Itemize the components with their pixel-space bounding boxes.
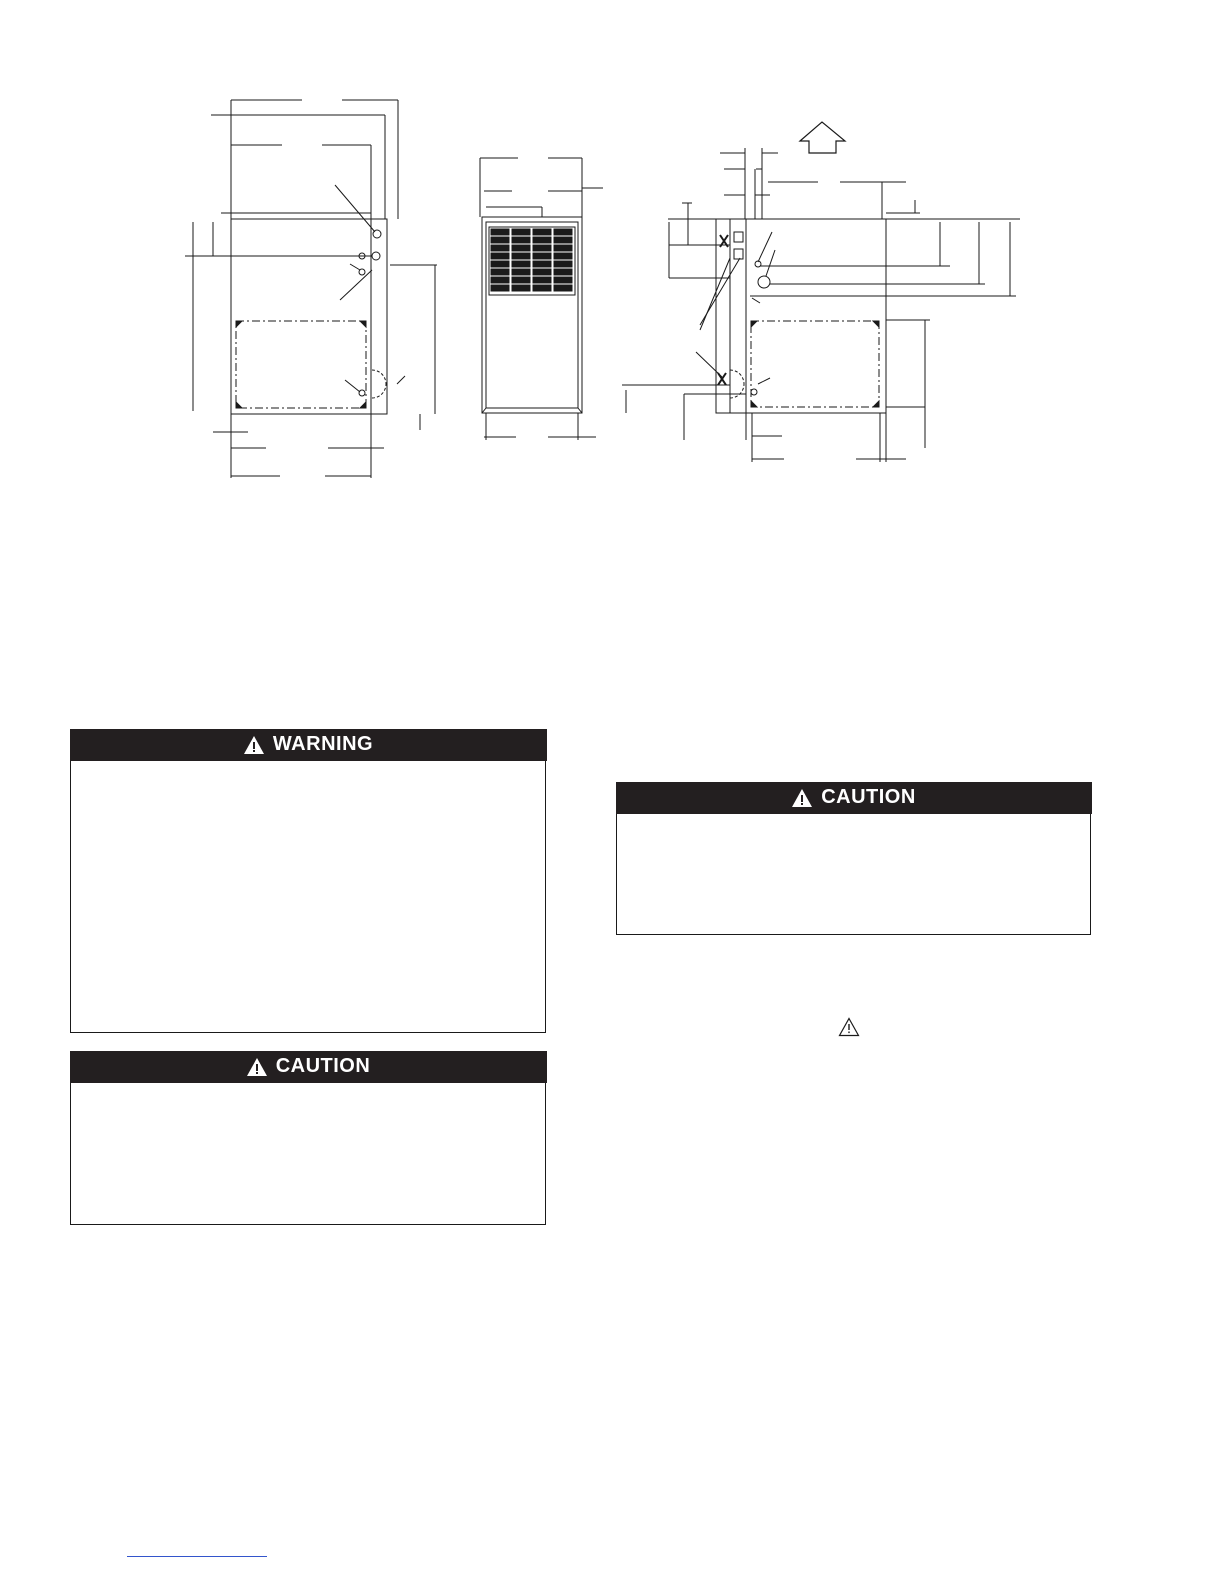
louver-slot <box>533 245 551 251</box>
louver-slot <box>512 261 530 267</box>
safety-alert-icon <box>838 1017 860 1037</box>
louver-slot <box>554 269 572 275</box>
warning-label: WARNING <box>272 733 374 755</box>
warning-triangle-icon <box>791 788 813 808</box>
louver-slot <box>491 245 509 251</box>
caution-label-left: CAUTION <box>275 1055 371 1077</box>
louver-slot <box>554 237 572 243</box>
louver-slot <box>533 229 551 235</box>
louver-slot <box>533 285 551 291</box>
right-side-view <box>622 122 1020 462</box>
louver-slot <box>491 237 509 243</box>
louver-slot <box>533 277 551 283</box>
louver-slot <box>512 229 530 235</box>
louver-slot <box>554 229 572 235</box>
louver-slot <box>491 253 509 259</box>
louver-slot <box>491 269 509 275</box>
caution-header-left <box>70 1051 547 1083</box>
louver-slot <box>554 277 572 283</box>
louver-slot <box>491 277 509 283</box>
louver-slot <box>554 261 572 267</box>
louver-slot <box>533 253 551 259</box>
louver-slot <box>512 285 530 291</box>
caution-label-right: CAUTION <box>821 786 916 808</box>
louver-slot <box>512 245 530 251</box>
up-arrow-icon <box>800 122 845 153</box>
warning-triangle-icon <box>246 1057 268 1077</box>
warning-triangle-icon <box>243 735 265 755</box>
louver-slot <box>491 229 509 235</box>
louver-slot <box>512 237 530 243</box>
warning-header <box>70 729 547 761</box>
dimension-drawing <box>0 0 1224 520</box>
caution-header-right <box>616 782 1092 814</box>
louver-slot <box>533 261 551 267</box>
left-side-view <box>185 100 437 478</box>
louver-slot <box>554 245 572 251</box>
louver-slot <box>533 237 551 243</box>
caution-notice-right <box>616 782 1091 935</box>
footer-link-underline[interactable] <box>127 1556 267 1557</box>
louver-slot <box>512 277 530 283</box>
front-view <box>480 158 603 440</box>
louver-slot <box>554 253 572 259</box>
warning-notice <box>70 729 546 1033</box>
louver-slot <box>512 269 530 275</box>
louver-slot <box>533 269 551 275</box>
louver-slot <box>491 261 509 267</box>
louver-slot <box>554 285 572 291</box>
louver-slot <box>491 285 509 291</box>
caution-notice-left <box>70 1051 546 1225</box>
louver-slot <box>512 253 530 259</box>
